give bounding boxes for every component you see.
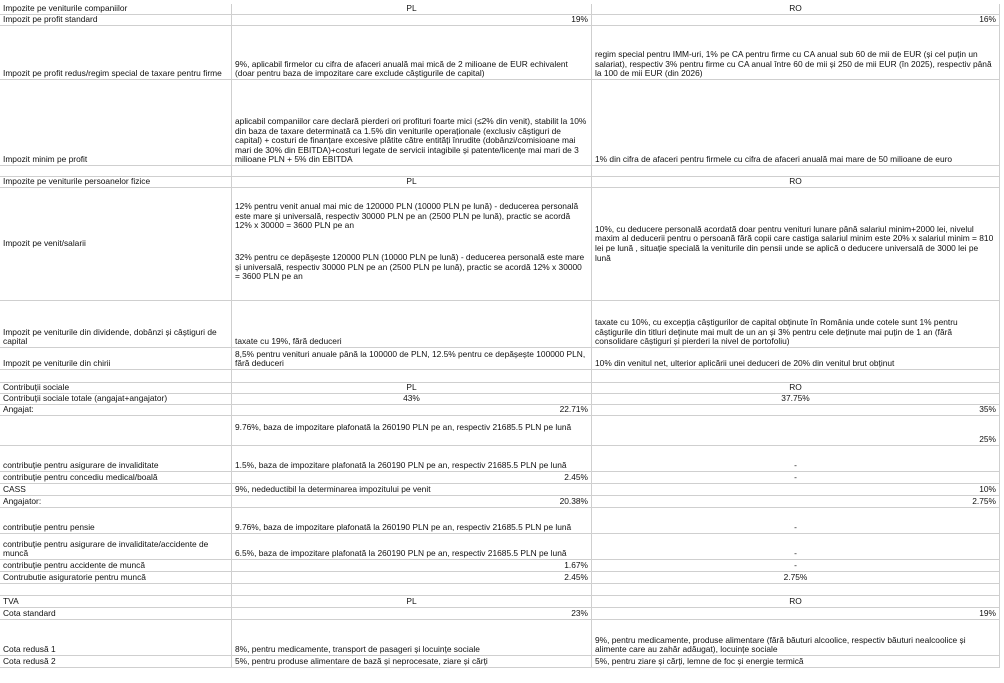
value-ro[interactable]: 10% bbox=[592, 484, 1000, 495]
salary-bracket-2: 32% pentru ce depășește 120000 PLN (10000 PLN pe lună) - deducerea personală este mare și universală, respectiv 30000 PLN pe an (2500 PLN pe lună), practic se acordă 12% x 30000 = 3600 PLN pe an bbox=[235, 252, 585, 282]
table-row bbox=[0, 496, 1000, 508]
table-row bbox=[0, 484, 1000, 496]
row-label[interactable]: Impozit pe veniturile din dividende, dobânzi și câștiguri de capital bbox=[0, 301, 232, 347]
row-label[interactable] bbox=[0, 416, 232, 445]
table-row bbox=[0, 472, 1000, 484]
column-header-ro[interactable]: RO bbox=[592, 596, 1000, 607]
table-row bbox=[0, 26, 1000, 80]
row-label[interactable]: Cota redusă 2 bbox=[0, 656, 232, 667]
empty-cell[interactable] bbox=[592, 370, 1000, 382]
row-label[interactable]: Contribuții sociale totale (angajat+angajator) bbox=[0, 394, 232, 404]
value-pl[interactable]: 8%, pentru medicamente, transport de pasageri și locuințe sociale bbox=[232, 620, 592, 655]
row-label[interactable]: contribuție pentru asigurare de invaliditate bbox=[0, 446, 232, 471]
value-ro[interactable]: 5%, pentru ziare și cărți, lemne de foc și energie termică bbox=[592, 656, 1000, 667]
table-row bbox=[0, 572, 1000, 584]
value-ro[interactable]: 2.75% bbox=[592, 572, 1000, 583]
value-ro[interactable]: - bbox=[592, 560, 1000, 571]
row-label[interactable]: contribuție pentru asigurare de invaliditate/accidente de muncă bbox=[0, 534, 232, 559]
table-row bbox=[0, 416, 1000, 446]
column-header-ro[interactable]: RO bbox=[592, 383, 1000, 393]
row-label[interactable]: Cota standard bbox=[0, 608, 232, 619]
value-pl[interactable]: 43% bbox=[232, 394, 592, 404]
value-ro[interactable]: - bbox=[592, 508, 1000, 533]
table-row bbox=[0, 534, 1000, 560]
table-row bbox=[0, 620, 1000, 656]
value-pl[interactable]: 1.67% bbox=[232, 560, 592, 571]
empty-cell[interactable] bbox=[0, 584, 232, 595]
empty-cell[interactable] bbox=[232, 166, 592, 176]
value-pl[interactable]: 1.5%, baza de impozitare plafonată la 260190 PLN pe an, respectiv 21685.5 PLN pe lună bbox=[232, 446, 592, 471]
table-row bbox=[0, 15, 1000, 26]
table-row bbox=[0, 188, 1000, 301]
value-ro[interactable]: 37.75% bbox=[592, 394, 1000, 404]
value-pl[interactable]: 22.71% bbox=[232, 405, 592, 415]
empty-cell[interactable] bbox=[0, 370, 232, 382]
table-row bbox=[0, 80, 1000, 166]
value-ro[interactable]: taxate cu 10%, cu excepția câștigurilor de capital obținute în România unde cotele sunt 1% pentru câștigurile din titluri deținute mai mult de un an și 3% pentru cele deținute mai puțin de 1 an (fără consolidare câștiguri și pierderi la nivel de portofoliu) bbox=[592, 301, 1000, 347]
row-label[interactable]: Angajator: bbox=[0, 496, 232, 507]
table-row bbox=[0, 608, 1000, 620]
table-row bbox=[0, 4, 1000, 15]
empty-cell[interactable] bbox=[592, 166, 1000, 176]
value-ro[interactable]: 10% din venitul net, ulterior aplicării unei deduceri de 20% din venitul brut obținut bbox=[592, 348, 1000, 369]
section-header-companies[interactable]: Impozite pe veniturile companiilor bbox=[0, 4, 232, 14]
table-row bbox=[0, 383, 1000, 394]
column-header-pl[interactable]: PL bbox=[232, 4, 592, 14]
table-row bbox=[0, 560, 1000, 572]
section-header-social[interactable]: Contribuții sociale bbox=[0, 383, 232, 393]
row-label[interactable]: Impozit pe profit standard bbox=[0, 15, 232, 25]
row-label[interactable]: CASS bbox=[0, 484, 232, 495]
row-label[interactable]: contribuție pentru concediu medical/boală bbox=[0, 472, 232, 483]
value-ro[interactable]: 9%, pentru medicamente, produse alimentare (fără băuturi alcoolice, respectiv băuturi nealcoolice și alimente care au zahăr adăugat), locuințe sociale bbox=[592, 620, 1000, 655]
table-row bbox=[0, 301, 1000, 348]
column-header-ro[interactable]: RO bbox=[592, 177, 1000, 187]
value-ro[interactable]: 16% bbox=[592, 15, 1000, 25]
value-pl[interactable]: 20.38% bbox=[232, 496, 592, 507]
value-ro[interactable]: - bbox=[592, 472, 1000, 483]
column-header-ro[interactable]: RO bbox=[592, 4, 1000, 14]
empty-row bbox=[0, 166, 1000, 177]
empty-cell[interactable] bbox=[592, 584, 1000, 595]
column-header-pl[interactable]: PL bbox=[232, 596, 592, 607]
value-ro[interactable]: - bbox=[592, 534, 1000, 559]
value-pl[interactable]: 8,5% pentru venituri anuale până la 100000 de PLN, 12.5% pentru ce depășește 100000 PLN, fără deduceri bbox=[232, 348, 592, 369]
row-label[interactable]: Cota redusă 1 bbox=[0, 620, 232, 655]
value-pl[interactable]: 2.45% bbox=[232, 572, 592, 583]
salary-bracket-1: 12% pentru venit anual mai mic de 120000 PLN (10000 PLN pe lună) - deducerea personală este mare și universală, respectiv 30000 PLN pe an (2500 PLN pe lună), practic se acordă 12% x 30000 = 3600 PLN pe an bbox=[235, 201, 579, 231]
value-pl[interactable]: 6.5%, baza de impozitare plafonată la 260190 PLN pe an, respectiv 21685.5 PLN pe lună bbox=[232, 534, 592, 559]
value-pl[interactable] bbox=[232, 188, 592, 300]
table-row bbox=[0, 348, 1000, 370]
value-ro[interactable]: - bbox=[592, 446, 1000, 471]
row-label[interactable]: Angajat: bbox=[0, 405, 232, 415]
empty-row bbox=[0, 370, 1000, 383]
value-ro[interactable]: regim special pentru IMM-uri, 1% pe CA pentru firme cu CA anual sub 60 de mii de EUR (și cel puțin un salariat), respectiv 3% pentru firme cu CA anual între 60 de mii și 250 de mii EUR (în 2025), respectiv până la 100 de mii EUR (din 2026) bbox=[592, 26, 1000, 79]
value-pl[interactable]: 5%, pentru produse alimentare de bază și neprocesate, ziare și cărți bbox=[232, 656, 592, 667]
section-header-vat[interactable]: TVA bbox=[0, 596, 232, 607]
row-label[interactable]: Impozit minim pe profit bbox=[0, 80, 232, 165]
value-pl[interactable]: 9%, aplicabil firmelor cu cifra de afaceri anuală mai mică de 2 milioane de EUR echivalent (doar pentru baza de impozitare care exclude câștigurile de capital) bbox=[232, 26, 592, 79]
value-ro[interactable]: 19% bbox=[592, 608, 1000, 619]
empty-cell[interactable] bbox=[232, 370, 592, 382]
table-row bbox=[0, 394, 1000, 405]
value-pl[interactable]: aplicabil companiilor care declară pierderi ori profituri foarte mici (≤2% din venit), stabilit la 10% din baza de taxare determinată ca 1.5% din veniturile operaționale (exclusiv câștiguri de capital) + costuri de finanțare excesive plătite către entități înrudite (dobânzi/comisioane mai mari de 30% din EBITDA)+costuri legate de servicii intagibile și patente/licențe mai mari de 3 milioane PLN + 5% din EBITDA bbox=[232, 80, 592, 165]
column-header-pl[interactable]: PL bbox=[232, 177, 592, 187]
table-row bbox=[0, 446, 1000, 472]
table-row bbox=[0, 656, 1000, 668]
value-pl[interactable]: 19% bbox=[232, 15, 592, 25]
value-ro[interactable]: 35% bbox=[592, 405, 1000, 415]
value-pl[interactable]: 9.76%, baza de impozitare plafonată la 260190 PLN pe an, respectiv 21685.5 PLN pe lună bbox=[232, 508, 592, 533]
value-ro[interactable]: 2.75% bbox=[592, 496, 1000, 507]
row-label[interactable]: contribuție pentru pensie bbox=[0, 508, 232, 533]
row-label[interactable]: Impozit pe veniturile din chirii bbox=[0, 348, 232, 369]
value-pl[interactable]: 23% bbox=[232, 608, 592, 619]
value-pl[interactable]: 9.76%, baza de impozitare plafonată la 260190 PLN pe an, respectiv 21685.5 PLN pe lună bbox=[232, 416, 592, 445]
row-label[interactable]: Impozit pe profit redus/regim special de taxare pentru firme bbox=[0, 26, 232, 79]
table-row bbox=[0, 177, 1000, 188]
empty-row bbox=[0, 584, 1000, 596]
empty-cell[interactable] bbox=[232, 584, 592, 595]
table-row bbox=[0, 508, 1000, 534]
value-pl[interactable]: 2.45% bbox=[232, 472, 592, 483]
table-row bbox=[0, 596, 1000, 608]
value-ro[interactable]: 10%, cu deducere personală acordată doar pentru venituri lunare până salariul minim+2000 lei, nivelul maxim al deducerii pentru o persoană fără copii care castiga salariul minim este 20% x salariul minim = 810 lei pe lună , situație specială la veniturile din pensii unde se aplică o deducere universală de 3000 lei pe lună bbox=[592, 188, 1000, 300]
row-label[interactable]: Impozit pe venit/salarii bbox=[0, 188, 232, 300]
value-ro[interactable]: 1% din cifra de afaceri pentru firmele cu cifra de afaceri anuală mai mare de 50 milioane de euro bbox=[592, 80, 1000, 165]
column-header-pl[interactable]: PL bbox=[232, 383, 592, 393]
value-pl[interactable]: taxate cu 19%, fără deduceri bbox=[232, 301, 592, 347]
value-pl[interactable]: 9%, nedeductibil la determinarea impozitului pe venit bbox=[232, 484, 592, 495]
value-ro[interactable]: 25% bbox=[592, 416, 1000, 445]
row-label[interactable]: Contrubutie asiguratorie pentru muncă bbox=[0, 572, 232, 583]
row-label[interactable]: contribuție pentru accidente de muncă bbox=[0, 560, 232, 571]
section-header-persons[interactable]: Impozite pe veniturile persoanelor fizice bbox=[0, 177, 232, 187]
table-row bbox=[0, 405, 1000, 416]
empty-cell[interactable] bbox=[0, 166, 232, 176]
